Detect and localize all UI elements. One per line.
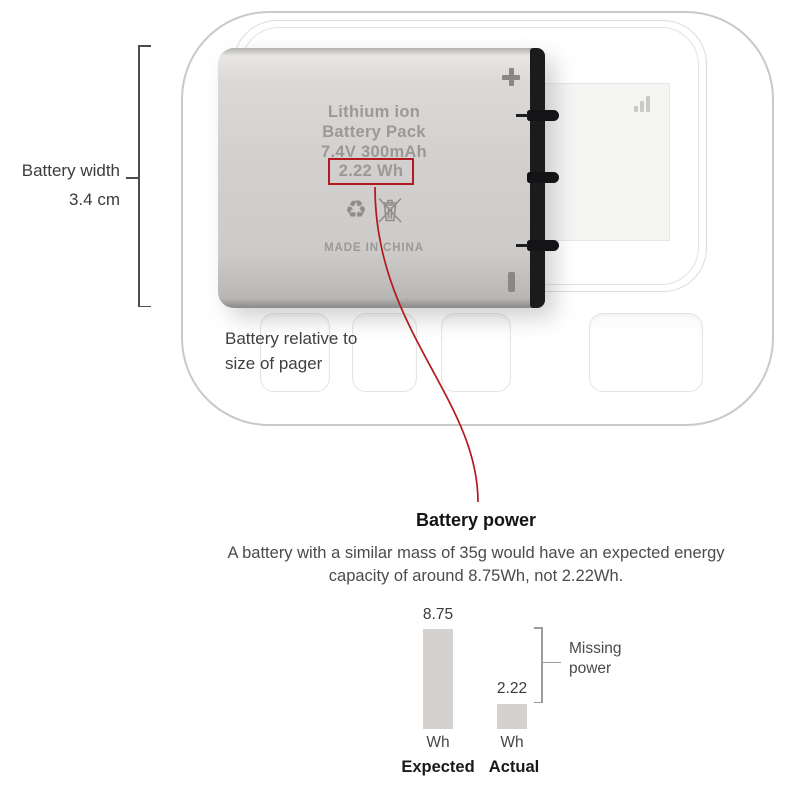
section-heading: Battery power [415,510,537,530]
battery-contact-tab-3 [527,240,559,251]
missing-power-annotation [569,639,622,678]
battery-compliance-icons [218,194,530,226]
width-bracket-bottom-arm [138,306,151,308]
missing-power-bracket-top-arm [534,627,542,629]
plus-terminal-icon [502,68,520,86]
width-bracket-top-arm [138,45,151,47]
expected-bar [423,629,453,729]
actual-value-label: 2.22 [496,680,528,697]
actual-unit-label: Wh [500,734,524,751]
actual-category-label: Actual [488,758,540,776]
battery-energy-highlight-box [328,158,414,185]
battery-width-value: 3.4 cm [68,190,120,209]
missing-power-line2: power [569,659,612,677]
battery-width-label: Battery width [21,161,120,180]
signal-strength-icon [634,96,654,112]
expected-unit-label: Wh [426,734,450,751]
battery-label-line1: Lithium ion [327,103,421,121]
missing-power-bracket-bottom-arm [534,702,542,704]
battery-pack [218,48,545,308]
caption-line1: Battery relative to [225,329,358,348]
missing-power-line1: Missing [569,640,622,657]
battery-energy-value: 2.22 Wh [338,162,404,180]
expected-value-label: 8.75 [422,606,454,623]
crossed-bin-icon [377,196,403,224]
battery-label-line3: 7.4V 300mAh [320,143,428,161]
width-bracket-line [138,45,140,307]
missing-power-bracket-tick [542,662,561,664]
section-body-line2: capacity of around 8.75Wh, not 2.22Wh. [328,567,624,585]
pager-button-3 [441,313,511,392]
battery-label-line2: Battery Pack [322,123,426,141]
expected-category-label: Expected [401,758,475,776]
section-body-line1: A battery with a similar mass of 35g would have an expected energy [227,544,725,562]
actual-bar [497,704,527,729]
width-bracket-tick [126,177,138,179]
minus-terminal-icon [508,272,515,292]
pager-button-wide [589,313,703,392]
battery-label [218,102,530,162]
pager-button-2 [352,313,417,392]
caption-line2: size of pager [225,354,323,373]
battery-size-caption [225,326,357,376]
missing-power-bracket-line [541,627,543,703]
battery-contact-tab-1 [527,110,559,121]
recycle-icon: ♻ [344,195,368,224]
made-in-label: MADE IN CHINA [324,242,424,254]
battery-contact-tab-2 [527,172,559,183]
